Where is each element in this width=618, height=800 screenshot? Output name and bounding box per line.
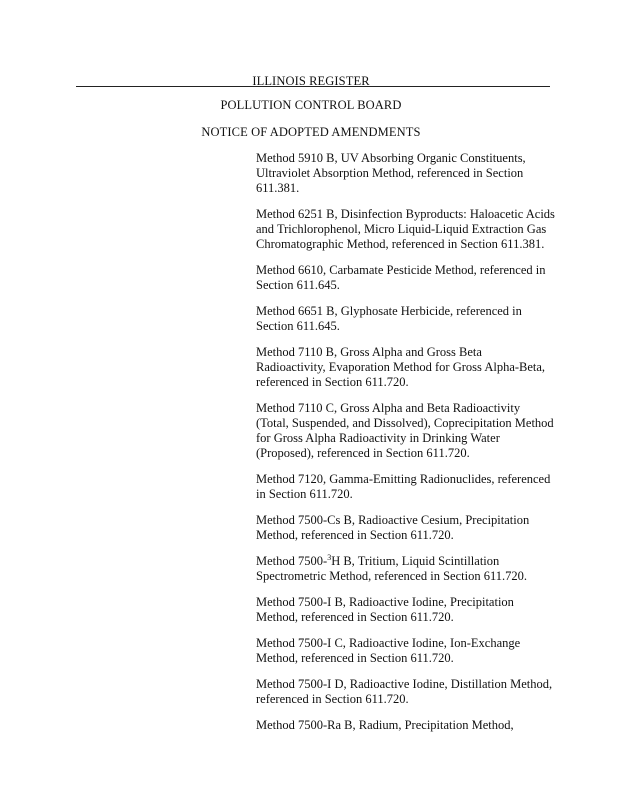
method-entry: Method 7110 C, Gross Alpha and Beta Radioactivity (Total, Suspended, and Dissolved), Coprecipitation Method for Gross Alpha Radioactivity in Drinking Water (Proposed), referenced in Section 611.720. [256, 401, 554, 460]
method-entry: Method 6651 B, Glyphosate Herbicide, referenced in Section 611.645. [256, 304, 522, 333]
method-entry: Method 7500-Ra B, Radium, Precipitation Method, [256, 718, 514, 732]
register-title: ILLINOIS REGISTER [252, 74, 370, 88]
tritium-prefix: Method 7500- [256, 554, 328, 568]
method-entry: Method 7500-I D, Radioactive Iodine, Distillation Method, referenced in Section 611.720. [256, 677, 553, 706]
method-entry: Method 6251 B, Disinfection Byproducts: Haloacetic Acids and Trichlorophenol, Micro Liquid-Liquid Extraction Gas Chromatographic Method, referenced in Section 611.381. [256, 207, 555, 251]
method-list [256, 151, 556, 744]
method-entry: Method 6610, Carbamate Pesticide Method, referenced in Section 611.645. [256, 263, 546, 292]
method-entry: Method 7110 B, Gross Alpha and Gross Beta Radioactivity, Evaporation Method for Gross Alpha-Beta, referenced in Section 611.720. [256, 345, 546, 389]
method-entry: Method 7500-I C, Radioactive Iodine, Ion-Exchange Method, referenced in Section 611.720. [256, 636, 521, 665]
method-entry: Method 7500-Cs B, Radioactive Cesium, Precipitation Method, referenced in Section 611.720. [256, 513, 530, 542]
board-title: POLLUTION CONTROL BOARD [220, 98, 402, 112]
method-entry: Method 5910 B, UV Absorbing Organic Constituents, Ultraviolet Absorption Method, referenced in Section 611.381. [256, 151, 526, 195]
method-entry: Method 7120, Gamma-Emitting Radionuclides, referenced in Section 611.720. [256, 472, 551, 501]
notice-title: NOTICE OF ADOPTED AMENDMENTS [201, 125, 421, 139]
method-entry: Method 7500-I B, Radioactive Iodine, Precipitation Method, referenced in Section 611.720. [256, 595, 514, 624]
method-entry-tritium [256, 554, 556, 584]
tritium-suffix: H B, Tritium, Liquid Scintillation Spectrometric Method, referenced in Section 611.720. [256, 554, 527, 583]
tritium-superscript: 3 [327, 552, 332, 562]
